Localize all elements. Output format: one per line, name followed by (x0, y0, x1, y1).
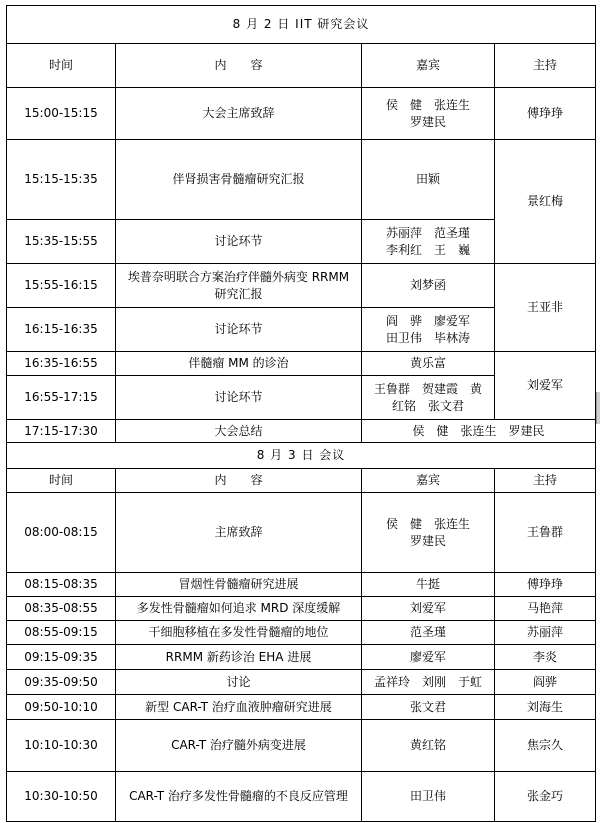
session-content: 伴肾损害骨髓瘤研究汇报 (116, 140, 362, 220)
day1-title-row (7, 6, 596, 44)
session-time: 15:15-15:35 (7, 140, 116, 220)
session-guests: 孟祥玲 刘刚 于虹 (362, 670, 495, 695)
day2-title: 8 月 3 日 会议 (7, 443, 596, 469)
table-row (7, 573, 596, 597)
session-content (116, 264, 362, 308)
session-content: 讨论环节 (116, 308, 362, 352)
guests-line: 侯 健 张连生 (385, 516, 470, 531)
session-time: 15:00-15:15 (7, 88, 116, 140)
day1-title: 8 月 2 日 IIT 研究会议 (7, 6, 596, 44)
header-content: 内 容 (116, 469, 362, 493)
session-host: 李炎 (495, 645, 596, 670)
session-host: 景红梅 (495, 140, 596, 264)
session-guests: 田颖 (362, 140, 495, 220)
guests-line: 阎 骅 廖爱军 (385, 313, 470, 328)
session-time: 08:00-08:15 (7, 493, 116, 573)
session-guests: 范圣瑾 (362, 621, 495, 645)
table-row (7, 670, 596, 695)
session-guests: 张文君 (362, 695, 495, 720)
session-guests (362, 88, 495, 140)
session-guests: 田卫伟 (362, 772, 495, 822)
session-time: 09:35-09:50 (7, 670, 116, 695)
table-row (7, 597, 596, 621)
header-host: 主持 (495, 44, 596, 88)
content-line: 埃普奈明联合方案治疗伴髓外病变 RRMM (127, 269, 350, 284)
session-content: 大会主席致辞 (116, 88, 362, 140)
session-host: 马艳萍 (495, 597, 596, 621)
table-row (7, 420, 596, 443)
session-host: 苏丽萍 (495, 621, 596, 645)
session-time: 15:55-16:15 (7, 264, 116, 308)
day2-title-row (7, 443, 596, 469)
session-time: 16:35-16:55 (7, 352, 116, 376)
session-content: 干细胞移植在多发性骨髓瘤的地位 (116, 621, 362, 645)
session-host: 傅琤琤 (495, 88, 596, 140)
session-time: 10:10-10:30 (7, 720, 116, 772)
session-guests: 牛挺 (362, 573, 495, 597)
schedule-table (6, 5, 596, 822)
session-content: 伴髓瘤 MM 的诊治 (116, 352, 362, 376)
table-row (7, 695, 596, 720)
content-line: 研究汇报 (214, 286, 263, 301)
session-content: CAR-T 治疗髓外病变进展 (116, 720, 362, 772)
session-content: RRMM 新药诊治 EHA 进展 (116, 645, 362, 670)
session-host: 阎骅 (495, 670, 596, 695)
session-guests: 刘梦函 (362, 264, 495, 308)
guests-line: 罗建民 (409, 533, 446, 548)
session-host: 焦宗久 (495, 720, 596, 772)
session-host: 张金巧 (495, 772, 596, 822)
session-host: 刘海生 (495, 695, 596, 720)
session-guests (362, 493, 495, 573)
session-time: 16:55-17:15 (7, 376, 116, 420)
guests-line: 李利红 王 巍 (385, 242, 470, 257)
session-host: 刘爱军 (495, 352, 596, 420)
session-content: 讨论环节 (116, 220, 362, 264)
session-host: 傅琤琤 (495, 573, 596, 597)
guests-line: 王鲁群 贺建霞 黄 (373, 381, 482, 396)
table-row (7, 720, 596, 772)
session-content: 讨论 (116, 670, 362, 695)
session-guests: 侯 健 张连生 罗建民 (362, 420, 596, 443)
guests-line: 田卫伟 毕林涛 (385, 330, 470, 345)
page-edge-tab (596, 392, 600, 424)
guests-line: 苏丽萍 范圣瑾 (385, 225, 470, 240)
session-time: 09:50-10:10 (7, 695, 116, 720)
session-guests: 黄乐富 (362, 352, 495, 376)
table-row (7, 264, 596, 308)
session-content: 多发性骨髓瘤如何追求 MRD 深度缓解 (116, 597, 362, 621)
header-time: 时间 (7, 469, 116, 493)
table-row (7, 645, 596, 670)
header-host: 主持 (495, 469, 596, 493)
session-time: 08:55-09:15 (7, 621, 116, 645)
guests-line: 侯 健 张连生 (385, 97, 470, 112)
session-content: CAR-T 治疗多发性骨髓瘤的不良反应管理 (116, 772, 362, 822)
table-row (7, 493, 596, 573)
header-content: 内 容 (116, 44, 362, 88)
header-guests: 嘉宾 (362, 469, 495, 493)
table-row (7, 140, 596, 220)
session-content: 新型 CAR-T 治疗血液肿瘤研究进展 (116, 695, 362, 720)
session-content: 大会总结 (116, 420, 362, 443)
session-time: 17:15-17:30 (7, 420, 116, 443)
guests-line: 红铭 张文君 (391, 398, 464, 413)
table-row (7, 621, 596, 645)
table-row (7, 352, 596, 376)
table-row (7, 88, 596, 140)
session-host: 王鲁群 (495, 493, 596, 573)
session-content: 讨论环节 (116, 376, 362, 420)
session-guests: 刘爱军 (362, 597, 495, 621)
session-host: 王亚非 (495, 264, 596, 352)
session-time: 15:35-15:55 (7, 220, 116, 264)
table-row (7, 772, 596, 822)
session-content: 主席致辞 (116, 493, 362, 573)
session-time: 09:15-09:35 (7, 645, 116, 670)
session-time: 16:15-16:35 (7, 308, 116, 352)
session-guests (362, 376, 495, 420)
day1-header-row (7, 44, 596, 88)
session-content: 冒烟性骨髓瘤研究进展 (116, 573, 362, 597)
session-time: 08:35-08:55 (7, 597, 116, 621)
session-guests: 黄红铭 (362, 720, 495, 772)
session-guests: 廖爱军 (362, 645, 495, 670)
session-guests (362, 220, 495, 264)
guests-line: 罗建民 (409, 114, 446, 129)
header-time: 时间 (7, 44, 116, 88)
session-time: 10:30-10:50 (7, 772, 116, 822)
header-guests: 嘉宾 (362, 44, 495, 88)
day2-header-row (7, 469, 596, 493)
session-time: 08:15-08:35 (7, 573, 116, 597)
session-guests (362, 308, 495, 352)
